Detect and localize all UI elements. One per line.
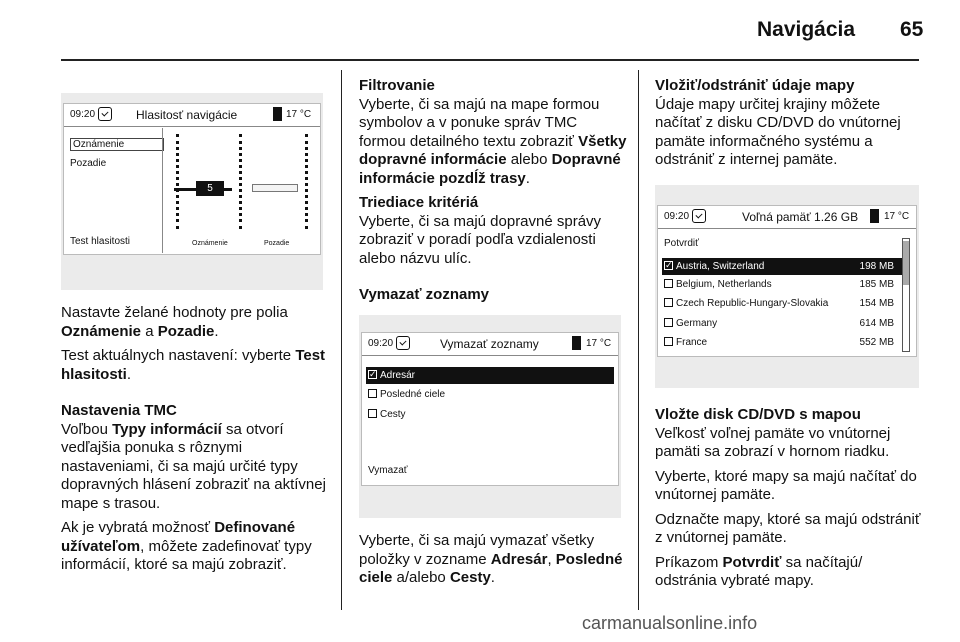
paragraph: Údaje mapy určitej krajiny môžete načítať z disku CD/DVD do vnútornej pamäte informačného systému a odstrániť z internej pamäte.: [655, 95, 901, 168]
slider-track-left: [176, 134, 179, 229]
list-item-adresar[interactable]: ✓Adresár: [366, 367, 614, 384]
screen-top-bar: [64, 104, 320, 127]
screen-temperature: 17 °C: [586, 338, 612, 349]
section-heading: Vložiť/odstrániť údaje mapy: [655, 77, 855, 94]
screen-title: Vymazať zoznamy: [440, 337, 539, 351]
slider-track-middle: [239, 134, 242, 229]
clock-icon: [98, 107, 112, 121]
screen-time: 09:20: [368, 338, 394, 349]
slider-label-oznamenie: Oznámenie: [192, 240, 228, 247]
checkbox-checked-icon: [664, 261, 673, 270]
thermometer-icon: [870, 209, 879, 223]
menu-item-oznamenie[interactable]: Oznámenie: [70, 138, 164, 151]
map-item[interactable]: Germany 614 MB: [664, 318, 902, 329]
clear-lists-screen-figure: [359, 315, 621, 518]
checkbox-icon: [664, 318, 673, 327]
checkbox-icon: [368, 409, 377, 418]
confirm-button[interactable]: Potvrdiť: [664, 238, 699, 249]
screen-temperature: 17 °C: [884, 211, 910, 222]
clock-icon: [692, 209, 706, 223]
screen-top-bar: [658, 206, 916, 229]
column-3-text: [655, 77, 925, 176]
header-rule: [61, 59, 919, 61]
screen-title: Hlasitosť navigácie: [136, 108, 238, 122]
paragraph: Vyberte, ktoré mapy sa majú načítať do vnútornej pamäte.: [655, 467, 917, 503]
announcement-slider-handle[interactable]: 5: [196, 181, 224, 196]
thermometer-icon: [572, 336, 581, 350]
volume-screen-figure: [61, 93, 323, 290]
column-2-text: [359, 77, 627, 305]
map-item[interactable]: Czech Republic-Hungary-Slovakia 154 MB: [664, 298, 902, 309]
column-2-bottom-text: [359, 532, 627, 594]
map-data-screen: [657, 205, 917, 357]
slider-track-right: [305, 134, 308, 229]
screen-time: 09:20: [664, 211, 690, 222]
clear-lists-screen: [361, 332, 619, 486]
checkbox-icon: [664, 298, 673, 307]
list-item-cesty[interactable]: Cesty: [368, 409, 406, 420]
paragraph: Voľbou Typy informácií sa otvorí vedľajšia ponuka s rôznymi nastaveniami, či sa majú určité typy dopravných hlásení zobraziť na aktívnej mape s trasou.: [61, 420, 326, 512]
screen-top-bar: [362, 333, 618, 356]
screen-title: Voľná pamäť 1.26 GB: [742, 210, 859, 224]
volume-screen: [63, 103, 321, 255]
map-item[interactable]: France 552 MB: [664, 337, 902, 348]
paragraph: Vyberte, či sa majú dopravné správy zobraziť v poradí podľa vzdialenosti alebo názvu ulíc.: [359, 212, 602, 267]
column-1-text: [61, 304, 331, 581]
map-item[interactable]: Belgium, Netherlands 185 MB: [664, 279, 902, 290]
map-data-screen-figure: [655, 185, 919, 388]
clock-icon: [396, 336, 410, 350]
screen-temperature: 17 °C: [286, 109, 312, 120]
checkbox-icon: [368, 389, 377, 398]
column-3-bottom-text: [655, 406, 925, 597]
thermometer-icon: [273, 107, 282, 121]
slider-label-pozadie: Pozadie: [264, 240, 290, 247]
section-heading: Nastavenia TMC: [61, 402, 177, 419]
paragraph: Vyberte, či sa majú vymazať všetky položky v zozname Adresár, Posledné ciele a/alebo Cesty.: [359, 532, 623, 586]
column-divider-2: [638, 70, 639, 610]
page-number: 65: [900, 18, 924, 41]
checkbox-icon: [664, 279, 673, 288]
paragraph: Test aktuálnych nastavení: vyberte Test hlasitosti.: [61, 347, 326, 383]
checkbox-icon: [664, 337, 673, 346]
menu-divider: [162, 128, 163, 253]
test-volume-item[interactable]: Test hlasitosti: [70, 236, 131, 247]
page-header-title: Navigácia: [757, 18, 856, 41]
clear-button[interactable]: Vymazať: [368, 465, 408, 476]
watermark: carmanualsonline.info: [582, 613, 758, 633]
background-slider[interactable]: [252, 184, 298, 192]
paragraph: Nastavte želané hodnoty pre polia Oznámenie a Pozadie.: [61, 304, 288, 340]
scrollbar[interactable]: [902, 238, 910, 352]
map-item[interactable]: ✓Austria, Switzerland 198 MB: [662, 258, 902, 275]
section-heading: Vložte disk CD/DVD s mapou: [655, 406, 861, 423]
column-divider-1: [341, 70, 342, 610]
list-item-posledne-ciele[interactable]: Posledné ciele: [368, 389, 445, 400]
checkbox-checked-icon: [368, 370, 377, 379]
paragraph: Ak je vybratá možnosť Definované užívateľom, môžete zadefinovať typy informácií, ktoré sa majú zobraziť.: [61, 519, 312, 573]
paragraph: Vyberte, či sa majú na mape formou symbolov a v ponuke správ TMC formou detailného textu zobraziť Všetky dopravné informácie alebo Dopravné informácie pozdĺž trasy.: [359, 95, 627, 187]
scrollbar-thumb[interactable]: [903, 241, 909, 285]
paragraph: Veľkosť voľnej pamäte vo vnútornej pamäti sa zobrazí v hornom riadku.: [655, 424, 891, 460]
menu-item-pozadie[interactable]: Pozadie: [70, 158, 107, 169]
paragraph: Príkazom Potvrdiť sa načítajú/ odstránia vybraté mapy.: [655, 553, 863, 589]
screen-time: 09:20: [70, 109, 96, 120]
section-heading: Filtrovanie: [359, 77, 435, 94]
paragraph: Odznačte mapy, ktoré sa majú odstrániť z vnútornej pamäte.: [655, 510, 921, 546]
section-heading: Triediace kritériá: [359, 194, 479, 211]
section-heading: Vymazať zoznamy: [359, 286, 490, 303]
